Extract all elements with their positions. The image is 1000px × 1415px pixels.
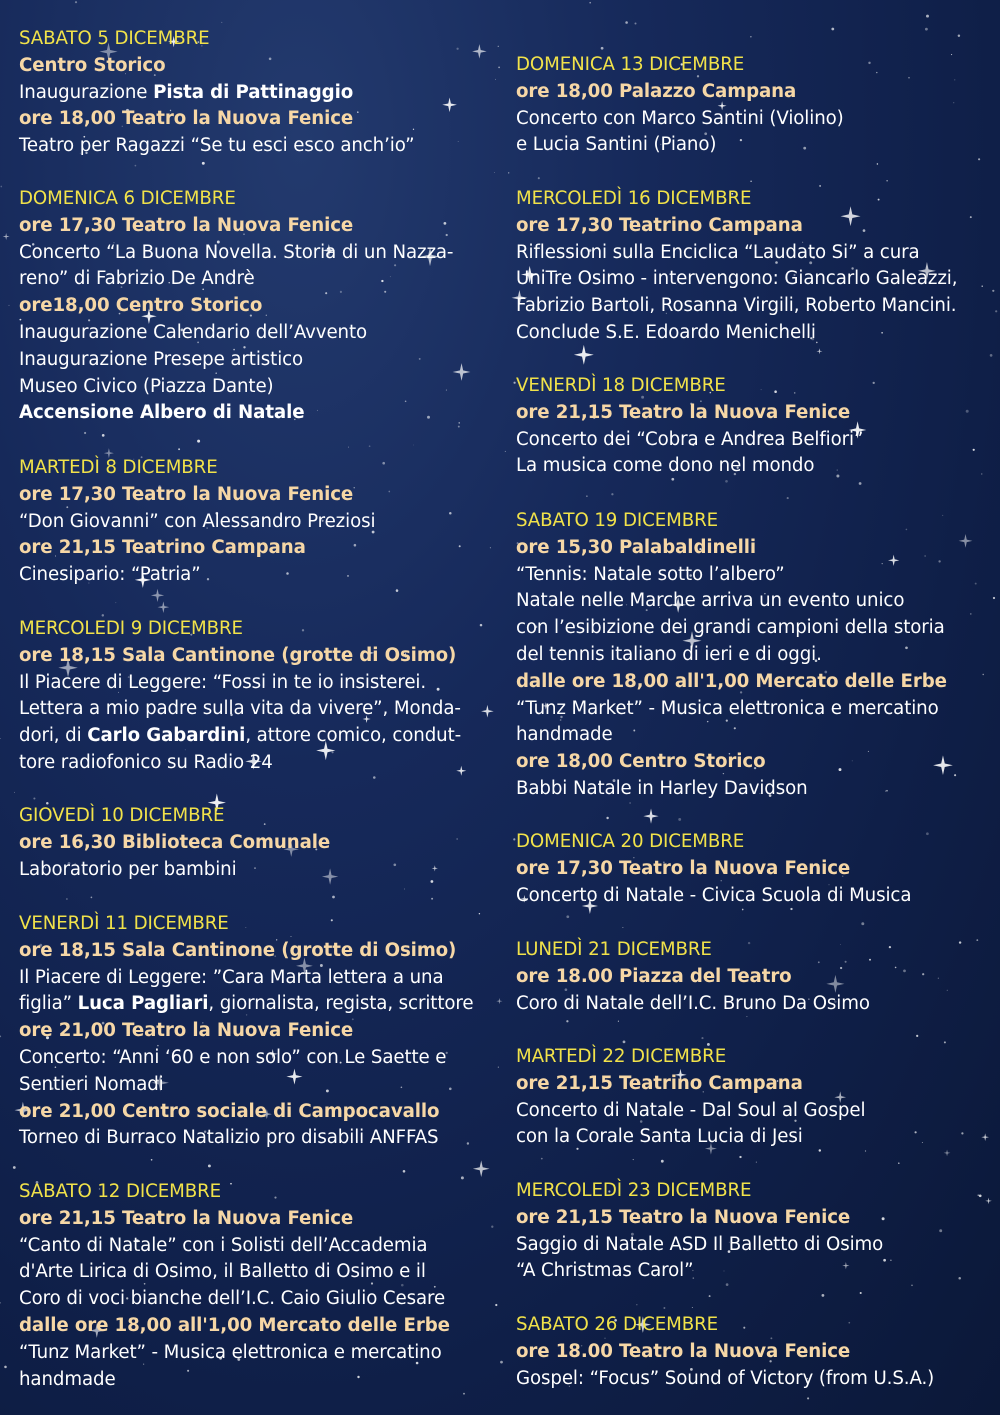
star-dot <box>623 1041 626 1044</box>
event-time-venue: ore 18.00 Teatro la Nuova Fenice <box>516 1340 851 1362</box>
star-dot <box>197 440 200 443</box>
event-description: d'Arte Lirica di Osimo, il Balletto di Osimo e il <box>19 1261 426 1283</box>
event-block <box>516 52 996 159</box>
star-dot <box>202 162 205 165</box>
event-date: SABATO 12 DICEMBRE <box>19 1181 222 1202</box>
star-dot <box>622 927 623 928</box>
star-dot <box>431 898 433 900</box>
star-dot <box>75 1 77 3</box>
event-description: Concerto dei “Cobra e Andrea Belfiori” <box>516 428 864 450</box>
event-block <box>516 1044 996 1151</box>
star-dot <box>4 1366 7 1369</box>
highlight-text: Luca Pagliari <box>77 993 209 1015</box>
event-time-venue: ore 21,15 Teatrino Campana <box>516 1072 803 1094</box>
star-dot <box>369 445 371 447</box>
event-block <box>516 373 996 480</box>
event-description: Babbi Natale in Harley Davidson <box>516 777 808 799</box>
event-date: MARTEDÌ 22 DICEMBRE <box>516 1046 727 1067</box>
star-dot <box>13 1166 16 1169</box>
highlight-text: Carlo Gabardini <box>87 725 246 747</box>
star-dot <box>396 589 399 592</box>
star-dot <box>505 451 506 452</box>
star-dot <box>661 1160 664 1163</box>
event-description: Il Piacere di Leggere: “Fossi in te io insisterei. <box>19 671 427 693</box>
text-fragment: , giornalista, regista, scrittore <box>208 993 474 1015</box>
sparkle-star <box>643 809 658 824</box>
star-dot <box>916 1035 918 1037</box>
event-description: Gospel: “Focus” Sound of Victory (from U.S.A.) <box>516 1367 935 1389</box>
star-dot <box>566 915 569 918</box>
event-description: Sentieri Nomadi <box>19 1073 164 1095</box>
star-dot <box>508 172 509 173</box>
star-dot <box>566 1020 568 1022</box>
event-time-venue: ore 21,00 Teatro la Nuova Fenice <box>19 1020 354 1042</box>
event-date: DOMENICA 6 DICEMBRE <box>19 188 236 209</box>
event-time-venue: ore 17,30 Teatrino Campana <box>516 214 803 236</box>
sparkle-star <box>3 233 10 240</box>
event-description: “Canto di Natale” con i Solisti dell’Accademia <box>19 1234 428 1256</box>
event-time-venue: ore 17,30 Teatro la Nuova Fenice <box>19 214 354 236</box>
star-dot <box>413 445 414 446</box>
event-description: con l’esibizione dei grandi campioni della storia <box>516 617 945 639</box>
event-block <box>19 616 499 777</box>
event-description: Concerto di Natale - Dal Soul al Gospel <box>516 1099 866 1121</box>
event-description: Coro di Natale dell’I.C. Bruno Da Osimo <box>516 992 870 1014</box>
star-dot <box>636 1304 637 1305</box>
event-time-venue: ore 21,15 Teatrino Campana <box>19 537 306 559</box>
event-block <box>19 1179 499 1393</box>
event-date: MARTEDÌ 8 DICEMBRE <box>19 457 218 478</box>
event-block <box>516 937 996 1017</box>
event-date: LUNEDÌ 21 DICEMBRE <box>516 939 712 960</box>
event-time-venue: ore 21,15 Teatro la Nuova Fenice <box>19 1207 354 1229</box>
star-dot <box>831 28 834 31</box>
star-dot <box>634 22 636 24</box>
star-dot <box>725 480 728 483</box>
event-description: Accensione Albero di Natale <box>19 402 305 424</box>
event-time-venue: ore 18,15 Sala Cantinone (grotte di Osimo) <box>19 644 457 666</box>
event-time-venue: ore 18,00 Teatro la Nuova Fenice <box>19 108 354 130</box>
event-description: Cinesipario: “Patria” <box>19 564 201 586</box>
star-dot <box>9 305 10 306</box>
event-date: VENERDÌ 18 DICEMBRE <box>516 375 726 396</box>
star-dot <box>589 2 591 4</box>
star-dot <box>115 602 116 603</box>
star-dot <box>541 1158 543 1160</box>
star-dot <box>208 1164 211 1167</box>
event-description: Concerto: “Anni ‘60 e non solo” con Le Saette e <box>19 1046 447 1068</box>
event-description: “Tunz Market” - Musica elettronica e mercatino <box>19 1341 442 1363</box>
event-date: MERCOLEDI 9 DICEMBRE <box>19 618 243 639</box>
event-date: SABATO 19 DICEMBRE <box>516 510 719 531</box>
star-dot <box>403 1170 406 1173</box>
event-description: Concerto di Natale - Civica Scuola di Musica <box>516 884 912 906</box>
event-time-venue: ore 18,15 Sala Cantinone (grotte di Osimo) <box>19 939 457 961</box>
event-block <box>516 1178 996 1285</box>
event-description: handmade <box>19 1368 116 1390</box>
sparkle-star <box>574 345 594 365</box>
event-description: tore radiofonico su Radio 24 <box>19 751 273 773</box>
event-time-venue: Centro Storico <box>19 54 166 76</box>
event-description: “Don Giovanni” con Alessandro Preziosi <box>19 510 376 532</box>
event-block <box>516 186 996 347</box>
star-dot <box>0 738 1 739</box>
star-dot <box>0 1036 1 1038</box>
star-dot <box>861 922 864 925</box>
sparkle-star <box>151 589 164 602</box>
star-dot <box>625 21 628 24</box>
star-dot <box>221 22 222 23</box>
event-time-venue: ore18,00 Centro Storico <box>19 295 263 317</box>
event-time-venue: ore 18,00 Centro Storico <box>516 751 766 773</box>
event-description: e Lucia Santini (Piano) <box>516 134 717 156</box>
star-dot <box>787 497 789 499</box>
star-dot <box>925 28 928 31</box>
star-dot <box>0 186 2 188</box>
star-dot <box>750 180 752 182</box>
star-dot <box>66 898 68 900</box>
star-dot <box>494 172 495 173</box>
star-dot <box>633 1159 634 1160</box>
star-dot <box>404 889 405 890</box>
event-description: Lettera a mio padre sulla vita da vivere”, Monda- <box>19 698 461 720</box>
event-description: Concerto “La Buona Novella. Storia di un Nazza- <box>19 241 454 263</box>
event-description: “A Christmas Carol” <box>516 1260 694 1282</box>
star-dot <box>102 434 105 437</box>
event-time-venue: dalle ore 18,00 all'1,00 Mercato delle Erbe <box>19 1314 450 1336</box>
event-date: VENERDÌ 11 DICEMBRE <box>19 913 229 934</box>
star-dot <box>898 1162 900 1164</box>
event-block <box>516 829 996 909</box>
star-dot <box>601 47 604 50</box>
star-dot <box>538 177 540 179</box>
event-date: DOMENICA 20 DICEMBRE <box>516 831 745 852</box>
star-dot <box>709 1295 711 1297</box>
event-date: MERCOLEDÌ 16 DICEMBRE <box>516 188 752 209</box>
event-time-venue: ore 21,15 Teatro la Nuova Fenice <box>516 1206 851 1228</box>
star-dot <box>606 817 608 819</box>
event-time-venue: ore 18,00 Palazzo Campana <box>516 80 797 102</box>
text-fragment: dori, di <box>19 725 88 747</box>
star-dot <box>756 1162 757 1163</box>
event-description: Fabrizio Bartoli, Rosanna Virgili, Roberto Mancini. <box>516 295 957 317</box>
star-dot <box>618 1021 619 1022</box>
star-dot <box>750 36 751 37</box>
star-dot <box>500 1361 503 1364</box>
event-block <box>19 186 499 427</box>
star-dot <box>701 1037 703 1039</box>
star-dot <box>151 1159 153 1161</box>
star-dot <box>348 447 349 448</box>
event-description: Il Piacere di Leggere: ”Cara Marta lettera a una <box>19 966 444 988</box>
event-date: MERCOLEDÌ 23 DICEMBRE <box>516 1180 752 1201</box>
event-block <box>19 911 499 1152</box>
event-time-venue: ore 17,30 Teatro la Nuova Fenice <box>19 483 354 505</box>
event-description: Coro di voci bianche dell’I.C. Caio Giulio Cesare <box>19 1288 446 1310</box>
star-dot <box>886 180 887 181</box>
event-description: UniTre Osimo - intervengono: Giancarlo Galeazzi, <box>516 268 958 290</box>
star-dot <box>739 1156 741 1158</box>
event-description: Laboratorio per bambini <box>19 858 237 880</box>
event-description: Conclude S.E. Edoardo Menichelli <box>516 321 816 343</box>
text-fragment: , attore comico, condut- <box>245 725 462 747</box>
event-time-venue: ore 21,15 Teatro la Nuova Fenice <box>516 401 851 423</box>
event-description: Inaugurazione Calendario dell’Avvento <box>19 321 368 343</box>
text-fragment: Inaugurazione <box>19 81 154 103</box>
star-dot <box>678 818 681 821</box>
event-description: Torneo di Burraco Natalizio pro disabili ANFFAS <box>19 1127 439 1149</box>
event-date: DOMENICA 13 DICEMBRE <box>516 54 745 75</box>
event-date: SABATO 5 DICEMBRE <box>19 28 210 49</box>
event-time-venue: ore 15,30 Palabaldinelli <box>516 536 756 558</box>
star-dot <box>135 165 137 167</box>
event-description: reno” di Fabrizio De Andrè <box>19 268 255 290</box>
event-block <box>19 803 499 883</box>
star-dot <box>84 432 86 434</box>
star-dot <box>990 354 993 357</box>
sparkle-star <box>816 348 822 354</box>
star-dot <box>807 1397 809 1399</box>
event-description: “Tennis: Natale sotto l’albero” <box>516 563 785 585</box>
event-date: SABATO 26 DICEMBRE <box>516 1314 719 1335</box>
star-dot <box>332 896 335 899</box>
text-fragment: figlia” <box>19 993 78 1015</box>
event-description: La musica come dono nel mondo <box>516 455 815 477</box>
event-time-venue: ore 18.00 Piazza del Teatro <box>516 965 792 987</box>
star-dot <box>14 792 15 793</box>
event-description <box>19 80 499 107</box>
star-dot <box>611 493 613 495</box>
event-description: Concerto con Marco Santini (Violino) <box>516 107 844 129</box>
star-dot <box>692 1307 693 1308</box>
event-description: Saggio di Natale ASD Il Balletto di Osimo <box>516 1233 884 1255</box>
star-dot <box>877 163 878 164</box>
star-dot <box>0 1302 1 1303</box>
star-dot <box>958 34 960 36</box>
star-dot <box>33 797 35 799</box>
event-block <box>516 508 996 803</box>
event-description: Riflessioni sulla Enciclica “Laudato Si” a cura <box>516 241 920 263</box>
event-description: Museo Civico (Piazza Dante) <box>19 375 274 397</box>
event-description: “Tunz Market” - Musica elettronica e mercatino <box>516 697 939 719</box>
star-dot <box>178 448 180 450</box>
event-time-venue: ore 16,30 Biblioteca Comunale <box>19 831 331 853</box>
sparkle-star <box>473 1160 490 1177</box>
event-block <box>19 455 499 589</box>
star-dot <box>663 1307 665 1309</box>
event-description: con la Corale Santa Lucia di Jesi <box>516 1126 803 1148</box>
star-dot <box>586 495 588 497</box>
event-block <box>19 26 499 160</box>
event-description: handmade <box>516 724 613 746</box>
event-description: Inaugurazione Presepe artistico <box>19 348 304 370</box>
event-time-venue: dalle ore 18,00 all'1,00 Mercato delle Erbe <box>516 670 947 692</box>
event-block <box>516 1312 996 1392</box>
event-date: GIOVEDÌ 10 DICEMBRE <box>19 805 225 826</box>
sparkle-star <box>158 601 170 613</box>
event-description: Teatro per Ragazzi “Se tu esci esco anch’io” <box>19 135 415 157</box>
star-dot <box>926 15 929 18</box>
highlight-text: Pista di Pattinaggio <box>153 81 354 103</box>
event-time-venue: ore 21,00 Centro sociale di Campocavallo <box>19 1100 440 1122</box>
event-description <box>19 991 499 1018</box>
event-time-venue: ore 17,30 Teatro la Nuova Fenice <box>516 857 851 879</box>
star-dot <box>860 1292 862 1294</box>
event-description: del tennis italiano di ieri e di oggi. <box>516 643 822 665</box>
star-dot <box>91 897 93 899</box>
star-dot <box>822 1294 825 1297</box>
star-dot <box>859 482 862 485</box>
event-description <box>19 723 499 750</box>
event-description: Natale nelle Marche arriva un evento unico <box>516 590 905 612</box>
